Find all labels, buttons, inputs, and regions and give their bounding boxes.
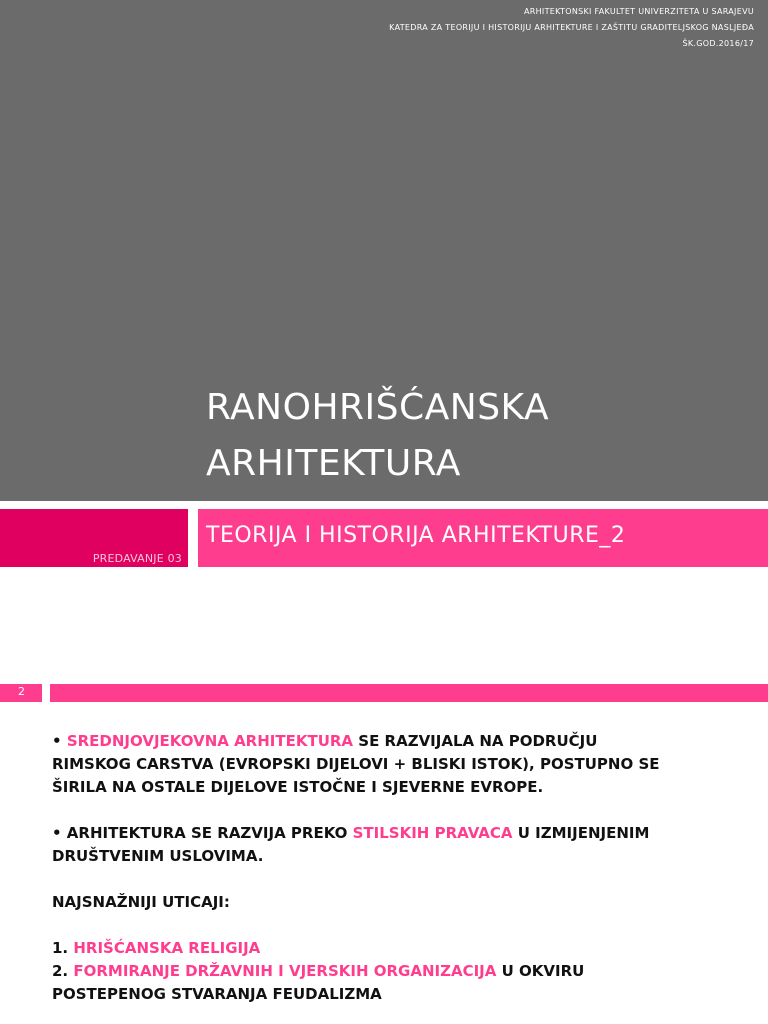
department-name: KATEDRA ZA TEORIJU I HISTORIJU ARHITEKTURE I ZAŠTITU GRADITELJSKOG NASLJEĐA [389, 23, 754, 32]
lecture-block [0, 509, 188, 567]
subtitle-block [198, 509, 768, 567]
slide-title [206, 380, 746, 492]
list-item [52, 937, 672, 960]
course-subtitle: TEORIJA I HISTORIJA ARHITEKTURE_2 [206, 523, 626, 548]
slide-title-line1: RANOHRIŠĆANSKA [206, 387, 550, 428]
paragraph-medieval [52, 730, 672, 799]
header-info [389, 4, 754, 52]
highlight-state-organizations: FORMIRANJE DRŽAVNIH I VJERSKIH ORGANIZACIJA [73, 962, 497, 980]
page-header-bar [50, 684, 768, 702]
slide-title-line2: ARHITEKTURA [206, 443, 461, 484]
faculty-name: ARHITEKTONSKI FAKULTET UNIVERZITETA U SARAJEVU [523, 7, 754, 16]
highlight-medieval-architecture: SREDNJOVJEKOVNA ARHITEKTURA [66, 732, 354, 750]
page-number-box [0, 684, 42, 702]
paragraph-styles [52, 822, 672, 868]
lecture-label: PREDAVANJE 03 [92, 552, 182, 565]
list-item [52, 960, 672, 1006]
slide-content [52, 730, 672, 1006]
list-number: 1. [52, 939, 74, 957]
list-number: 2. [52, 962, 74, 980]
academic-year: ŠK.GOD.2016/17 [682, 39, 754, 48]
bullet: • [52, 732, 67, 750]
highlight-christian-religion: HRIŠĆANSKA RELIGIJA [73, 939, 261, 957]
page-number: 2 [18, 685, 25, 698]
list-item-text: U OKVIRU POSTEPENOG STVARANJA FEUDALIZMA [52, 962, 585, 1003]
paragraph-styles-start: • ARHITEKTURA SE RAZVIJA PREKO [52, 824, 353, 842]
highlight-style-directions: STILSKIH PRAVACA [352, 824, 513, 842]
title-slide-background [0, 0, 768, 501]
influences-heading: NAJSNAŽNIJI UTICAJI: [52, 893, 230, 911]
paragraph-medieval-text: SE RAZVIJALA NA PODRUČJU RIMSKOG CARSTVA (EVROPSKI DIJELOVI + BLISKI ISTOK), POSTUPNO SE ŠIRILA NA OSTALE DIJELOVE ISTOČNE I SJEVERNE EVROPE. [52, 732, 660, 796]
paragraph-styles-text: U IZMIJENJENIM DRUŠTVENIM USLOVIMA. [52, 824, 650, 865]
